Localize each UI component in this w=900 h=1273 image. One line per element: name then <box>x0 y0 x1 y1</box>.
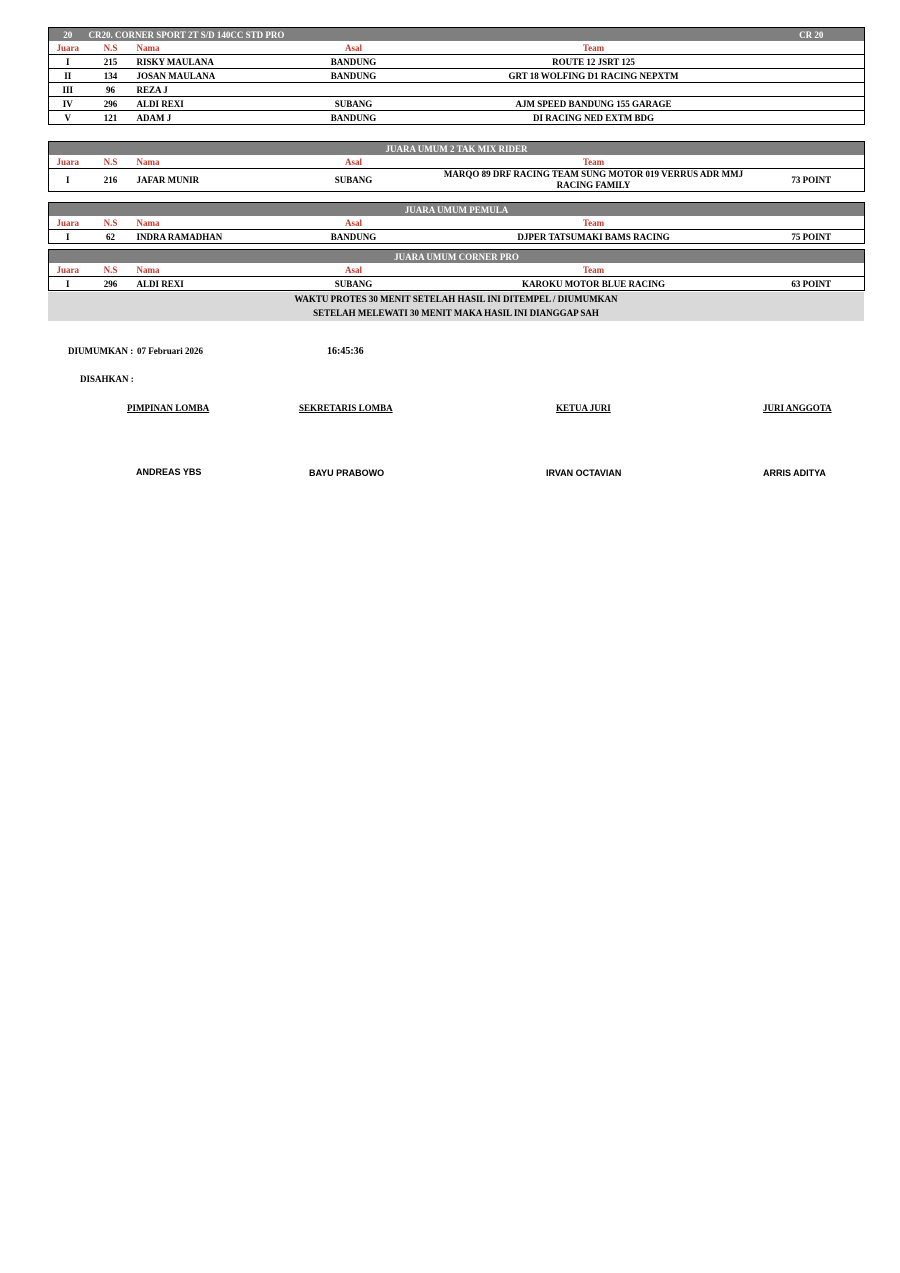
cell-ns: 215 <box>87 55 135 69</box>
section-title: JUARA UMUM 2 TAK MIX RIDER <box>49 142 865 156</box>
cell-team: DJPER TATSUMAKI BAMS RACING <box>429 230 759 244</box>
cell-ns: 296 <box>87 97 135 111</box>
cell-team <box>429 83 759 97</box>
juara-umum-pemula-table <box>48 202 864 244</box>
section-title: JUARA UMUM CORNER PRO <box>49 250 865 264</box>
cell-juara: V <box>49 111 87 125</box>
race-title-bar <box>49 28 865 42</box>
cell-asal: BANDUNG <box>279 230 429 244</box>
cell-asal: BANDUNG <box>279 55 429 69</box>
header-ns: N.S <box>87 263 135 277</box>
header-asal: Asal <box>279 41 429 55</box>
table-row <box>49 111 865 125</box>
cell-juara: I <box>49 55 87 69</box>
cell-ns: 296 <box>87 277 135 291</box>
cell-team: MARQO 89 DRF RACING TEAM SUNG MOTOR 019 VERRUS ADR MMJ RACING FAMILY <box>429 169 759 192</box>
juara-umum-mix-rider-table <box>48 141 864 192</box>
header-nama: Nama <box>135 41 279 55</box>
table-header <box>49 263 865 277</box>
header-asal: Asal <box>279 216 429 230</box>
table-row <box>49 69 865 83</box>
race-title: CR20. CORNER SPORT 2T S/D 140CC STD PRO <box>87 28 759 42</box>
signer-role-juri-anggota: JURI ANGGOTA <box>763 403 832 413</box>
race-number: 20 <box>49 28 87 42</box>
header-asal: Asal <box>279 155 429 169</box>
cell-nama: JAFAR MUNIR <box>135 169 279 192</box>
signer-name-juri-anggota: ARRIS ADITYA <box>763 468 826 478</box>
race-result-table <box>48 27 864 125</box>
cell-team: GRT 18 WOLFING D1 RACING NEPXTM <box>429 69 759 83</box>
cell-team: KAROKU MOTOR BLUE RACING <box>429 277 759 291</box>
cell-juara: I <box>49 169 87 192</box>
header-asal: Asal <box>279 263 429 277</box>
cell-asal: BANDUNG <box>279 111 429 125</box>
cell-juara: I <box>49 277 87 291</box>
cell-team: ROUTE 12 JSRT 125 <box>429 55 759 69</box>
cell-team: DI RACING NED EXTM BDG <box>429 111 759 125</box>
signer-role-sekretaris: SEKRETARIS LOMBA <box>299 403 393 413</box>
cell-nama: JOSAN MAULANA <box>135 69 279 83</box>
cell-juara: II <box>49 69 87 83</box>
signer-name-ketua-juri: IRVAN OCTAVIAN <box>546 468 622 478</box>
table-row <box>49 55 865 69</box>
section-title: JUARA UMUM PEMULA <box>49 203 865 217</box>
cell-ns: 121 <box>87 111 135 125</box>
race-code: CR 20 <box>759 28 865 42</box>
cell-asal <box>279 83 429 97</box>
cell-point: 73 POINT <box>759 169 865 192</box>
table-row <box>49 277 865 291</box>
cell-nama: INDRA RAMADHAN <box>135 230 279 244</box>
signer-name-sekretaris: BAYU PRABOWO <box>309 468 385 478</box>
cell-asal: SUBANG <box>279 169 429 192</box>
table-header <box>49 41 865 55</box>
cell-nama: ADAM J <box>135 111 279 125</box>
juara-umum-corner-pro-table <box>48 249 864 291</box>
header-ns: N.S <box>87 41 135 55</box>
header-ns: N.S <box>87 155 135 169</box>
cell-juara: I <box>49 230 87 244</box>
cell-point: 75 POINT <box>759 230 865 244</box>
header-juara: Juara <box>49 155 87 169</box>
table-row <box>49 83 865 97</box>
announce-date: 07 Februari 2026 <box>137 346 203 356</box>
cell-ns: 134 <box>87 69 135 83</box>
cell-juara: IV <box>49 97 87 111</box>
approval-label: DISAHKAN : <box>80 374 134 384</box>
table-header <box>49 155 865 169</box>
header-juara: Juara <box>49 216 87 230</box>
table-row <box>49 97 865 111</box>
header-team: Team <box>429 41 759 55</box>
cell-team: AJM SPEED BANDUNG 155 GARAGE <box>429 97 759 111</box>
cell-nama: RISKY MAULANA <box>135 55 279 69</box>
header-ns: N.S <box>87 216 135 230</box>
header-juara: Juara <box>49 41 87 55</box>
table-row <box>49 169 865 192</box>
header-team: Team <box>429 155 759 169</box>
notice-line-2: SETELAH MELEWATI 30 MENIT MAKA HASIL INI DIANGGAP SAH <box>313 308 599 318</box>
cell-nama: REZA J <box>135 83 279 97</box>
cell-point: 63 POINT <box>759 277 865 291</box>
cell-ns: 62 <box>87 230 135 244</box>
cell-asal: BANDUNG <box>279 69 429 83</box>
header-juara: Juara <box>49 263 87 277</box>
cell-ns: 216 <box>87 169 135 192</box>
signer-name-pimpinan: ANDREAS YBS <box>136 467 202 477</box>
cell-juara: III <box>49 83 87 97</box>
cell-ns: 96 <box>87 83 135 97</box>
cell-asal: SUBANG <box>279 97 429 111</box>
header-nama: Nama <box>135 216 279 230</box>
header-team: Team <box>429 216 759 230</box>
cell-nama: ALDI REXI <box>135 277 279 291</box>
cell-asal: SUBANG <box>279 277 429 291</box>
announce-label: DIUMUMKAN : <box>68 346 134 356</box>
table-row <box>49 230 865 244</box>
announce-time: 16:45:36 <box>327 346 364 357</box>
header-nama: Nama <box>135 263 279 277</box>
header-nama: Nama <box>135 155 279 169</box>
header-team: Team <box>429 263 759 277</box>
cell-nama: ALDI REXI <box>135 97 279 111</box>
protest-notice <box>48 292 864 321</box>
notice-line-1: WAKTU PROTES 30 MENIT SETELAH HASIL INI DITEMPEL / DIUMUMKAN <box>294 294 618 304</box>
table-header <box>49 216 865 230</box>
signer-role-pimpinan: PIMPINAN LOMBA <box>127 403 210 413</box>
signer-role-ketua-juri: KETUA JURI <box>556 403 611 413</box>
